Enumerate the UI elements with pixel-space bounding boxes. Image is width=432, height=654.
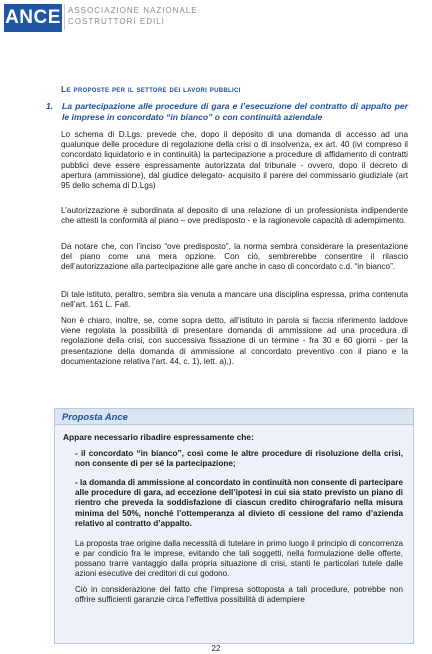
paragraph-5: Non è chiaro, inoltre, se, come sopra detto, all’istituto in parola si faccia riferimento laddove viene regolata la possibilità di presentare domanda di ammissione ad una procedura di regolazione della crisi, con successiva fissazione di un termine - fra 30 e 60 giorni - per la presentazione della domanda di ammissione al concordato preventivo con il piano e la documentazione relativa l’art. 44, c. 1), lett. a),).	[61, 316, 408, 366]
proposal-bullet-1: - il concordato “in bianco”, così come le altre procedure di risoluzione della crisi, non consente di per sé la partecipazione;	[75, 449, 403, 469]
proposal-paragraph-2: Ciò in considerazione del fatto che l’impresa sottoposta a tali procedure, potrebbe non offrire sufficienti garanzie circa l’effettiva possibilità di adempiere	[75, 585, 403, 604]
page-number: 22	[211, 644, 221, 653]
org-name-line-2: COSTRUTTORI EDILI	[68, 16, 165, 26]
paragraph-1: Lo schema di D.Lgs. prevede che, dopo il deposito di una domanda di accesso ad una qualunque delle procedure di regolazione della crisi o di insolvenza, ex art. 40 (ivi compreso il concordato liquidatorio e in continuità) la partecipazione a procedure di affidamento di contratti pubblici deve essere espressamente autorizzata dal tribunale - ovvero, dopo il decreto di apertura (ammissione), dal giudice delegato- acquisito il parere del commissario giudiziale (art 95 dello schema di D.Lgs)	[61, 130, 408, 191]
header-divider	[64, 4, 65, 30]
page-header	[0, 0, 432, 42]
proposal-box-body	[55, 425, 413, 643]
paragraph-4: Di tale istituto, peraltro, sembra sia venuta a mancare una disciplina espressa, prima contenuta nell’art. 161 L. Fall.	[61, 290, 408, 310]
organization-name	[68, 6, 198, 27]
paragraph-2: L’autorizzazione è subordinata al deposito di una relazione di un professionista indipendente che attesti la conformità al piano – ove predisposto - e la ragionevole capacità di adempimento.	[61, 206, 408, 226]
proposal-paragraph-1: La proposta trae origine dalla necessità di tutelare in primo luogo il principio di concorrenza e par condicio fra le imprese, evitando che tali soggetti, nella formulazione delle offerte, possano trarre vantaggio dalla propria situazione di crisi, stanti le particolari tutele dalle azioni esecutive dei creditori di cui godono.	[75, 539, 403, 578]
heading-number: 1.	[46, 101, 54, 111]
heading-text: La partecipazione alle procedure di gara e l’esecuzione del contratto di appalto per le imprese in concordato “in bianco” o con continuità aziendale	[62, 101, 408, 122]
section-title	[61, 84, 241, 94]
proposal-box	[54, 408, 414, 644]
proposal-box-header	[55, 409, 413, 425]
proposal-bullet-2: - la domanda di ammissione al concordato in continuità non consente di partecipare alle procedure di gara, ad eccezione dell’ipotesi in cui sia stato previsto un piano di rientro che preveda la soddisfazione di ciascun credito chirografario nella misura minima del 50%, nonché l’ottemperanza al divieto di cessione del ramo d’azienda relativo al contratto d’appalto.	[75, 478, 404, 528]
org-name-line-1: ASSOCIAZIONE NAZIONALE	[68, 6, 198, 15]
proposal-lead: Appare necessario ribadire espressamente che:	[63, 432, 254, 442]
proposal-title: Proposta Ance	[62, 411, 128, 422]
ance-logo: ANCE	[4, 4, 62, 32]
section-title-text: Le proposte per il settore dei lavori pubblici	[61, 84, 241, 94]
paragraph-3: Da notare che, con l’inciso “ove predisposto”, la norma sembra considerare la presentazione del piano come una mera opzione. Con ciò, sembrerebbe consentire il rilascio dell’autorizzazione alla partecipazione alle gare anche in caso di concordato c.d. “in bianco”.	[61, 242, 408, 272]
section-heading-1	[46, 101, 408, 123]
